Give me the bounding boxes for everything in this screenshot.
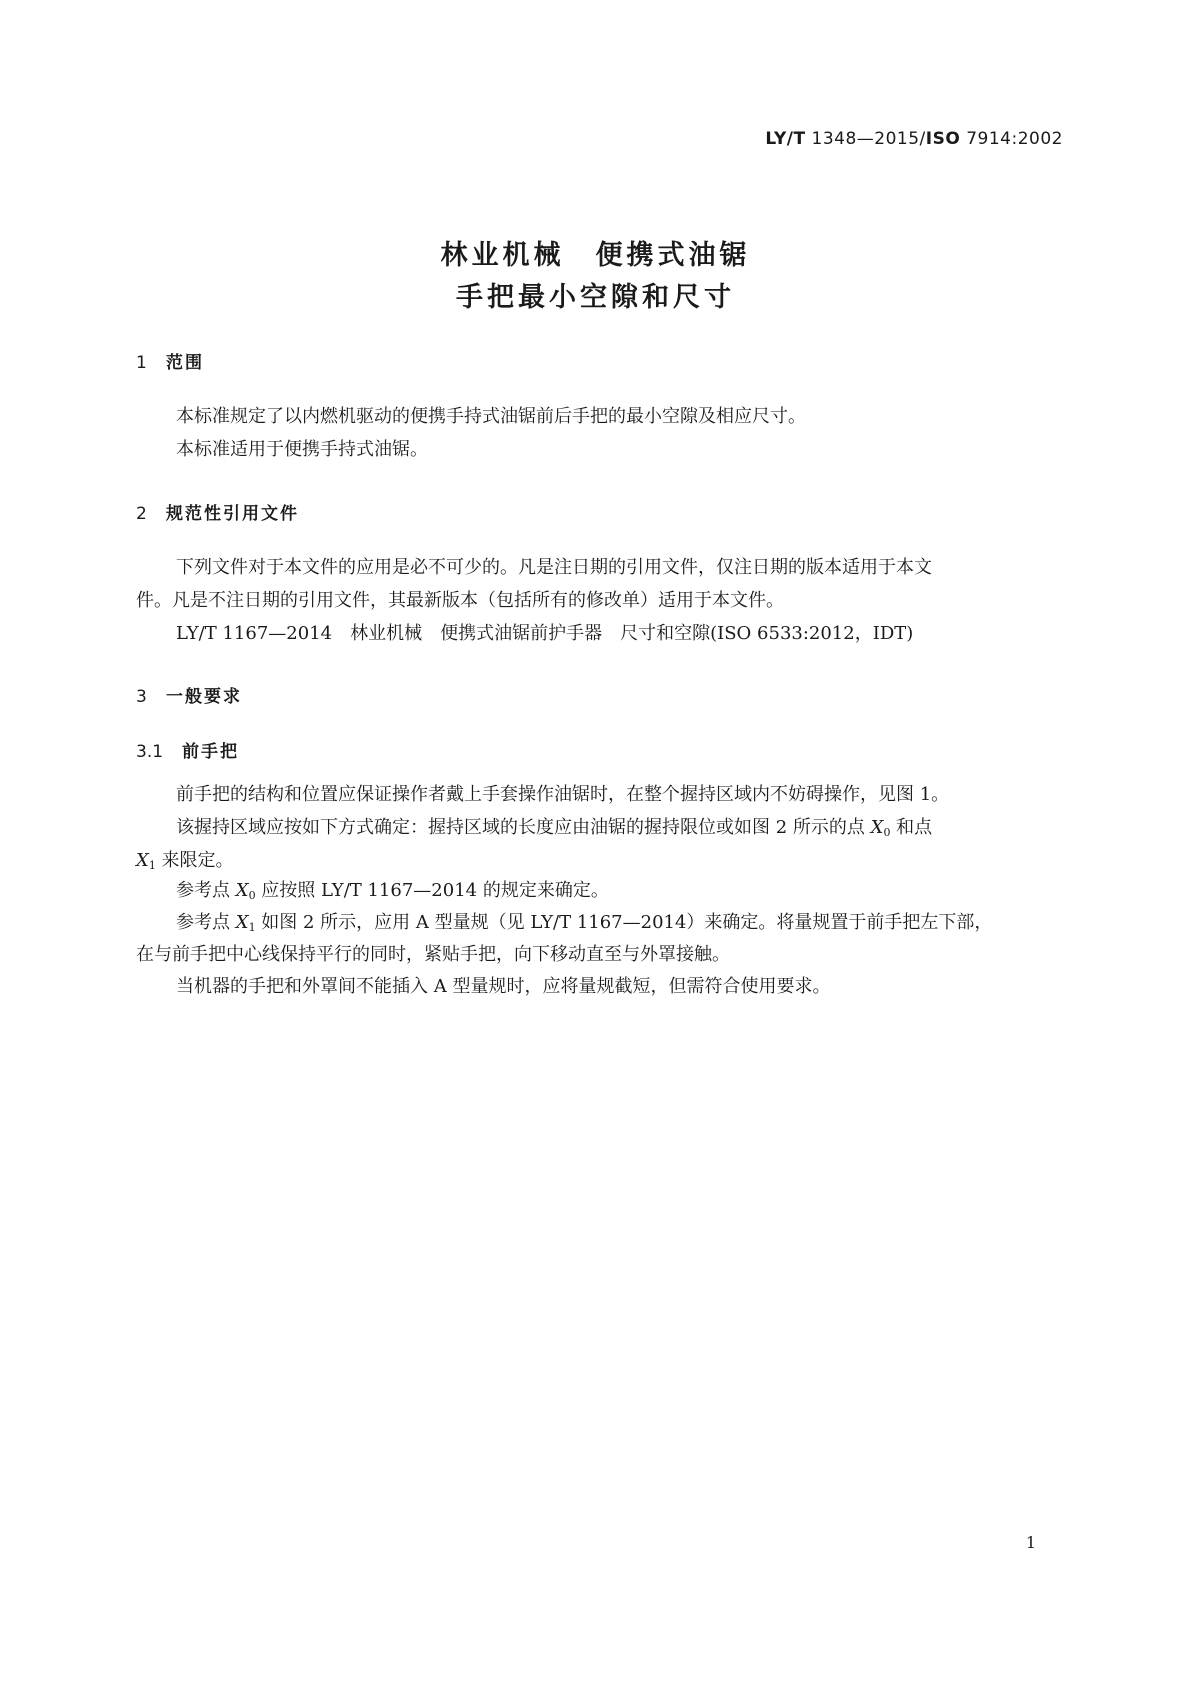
text-run: 来限定。 (155, 850, 234, 871)
section-1-heading (136, 348, 204, 373)
paragraph: 本标准适用于便携手持式油锯。 (176, 439, 428, 460)
standard-code-iso-number: 7914:2002 (960, 129, 1063, 149)
text-run: 如图 2 所示，应用 A 型量规（见 LY/T 1167—2014）来确定。将量规置于前手把左下部， (255, 912, 993, 933)
page-number: 1 (1025, 1533, 1036, 1552)
symbol-x: X (870, 817, 884, 838)
section-2-heading (136, 499, 299, 524)
section-title: 一般要求 (166, 687, 242, 707)
document-title-line1: 林业机械 便携式油锯 (440, 240, 751, 271)
standard-code-iso: ISO (925, 129, 961, 149)
text-run: 参考点 (176, 912, 236, 933)
paragraph-continuation: 在与前手把中心线保持平行的同时，紧贴手把，向下移动直至与外罩接触。 (136, 944, 730, 965)
normative-reference: LY/T 1167—2014 林业机械 便携式油锯前护手器 尺寸和空隙(ISO 6533:2012，IDT) (176, 623, 914, 644)
section-3-1-heading (136, 737, 239, 762)
subscript: 0 (248, 889, 256, 902)
subscript: 1 (248, 921, 256, 934)
paragraph-continuation: 件。凡是不注日期的引用文件，其最新版本（包括所有的修改单）适用于本文件。 (136, 590, 784, 611)
subscript: 0 (883, 826, 891, 839)
section-title: 范围 (166, 353, 204, 373)
section-number: 2 (136, 504, 147, 524)
paragraph: 下列文件对于本文件的应用是必不可少的。凡是注日期的引用文件，仅注日期的版本适用于本文 (176, 557, 932, 578)
section-number: 1 (136, 353, 147, 373)
paragraph: 当机器的手把和外罩间不能插入 A 型量规时，应将量规截短，但需符合使用要求。 (176, 976, 831, 997)
section-3-heading (136, 682, 242, 707)
symbol-x: X (235, 912, 249, 933)
section-number: 3 (136, 687, 147, 707)
text-run: 参考点 (176, 880, 236, 901)
paragraph: 本标准规定了以内燃机驱动的便携手持式油锯前后手把的最小空隙及相应尺寸。 (176, 406, 806, 427)
text-run: 该握持区域应按如下方式确定：握持区域的长度应由油锯的握持限位或如图 2 所示的点 (176, 817, 871, 838)
standard-code-number: 1348—2015/ (805, 129, 926, 149)
symbol-x: X (235, 880, 249, 901)
section-number: 3.1 (136, 742, 164, 762)
text-run: 应按照 LY/T 1167—2014 的规定来确定。 (255, 880, 609, 901)
subscript: 1 (148, 859, 156, 872)
paragraph: 前手把的结构和位置应保证操作者戴上手套操作油锯时，在整个握持区域内不妨碍操作，见图 1。 (176, 784, 950, 805)
standard-code-ly: LY/T (765, 129, 806, 149)
text-run: 和点 (890, 817, 933, 838)
section-title: 规范性引用文件 (166, 504, 299, 524)
section-title: 前手把 (182, 742, 239, 762)
standard-code (765, 129, 1063, 149)
document-title-line2: 手把最小空隙和尺寸 (456, 282, 735, 313)
symbol-x: X (136, 850, 149, 871)
